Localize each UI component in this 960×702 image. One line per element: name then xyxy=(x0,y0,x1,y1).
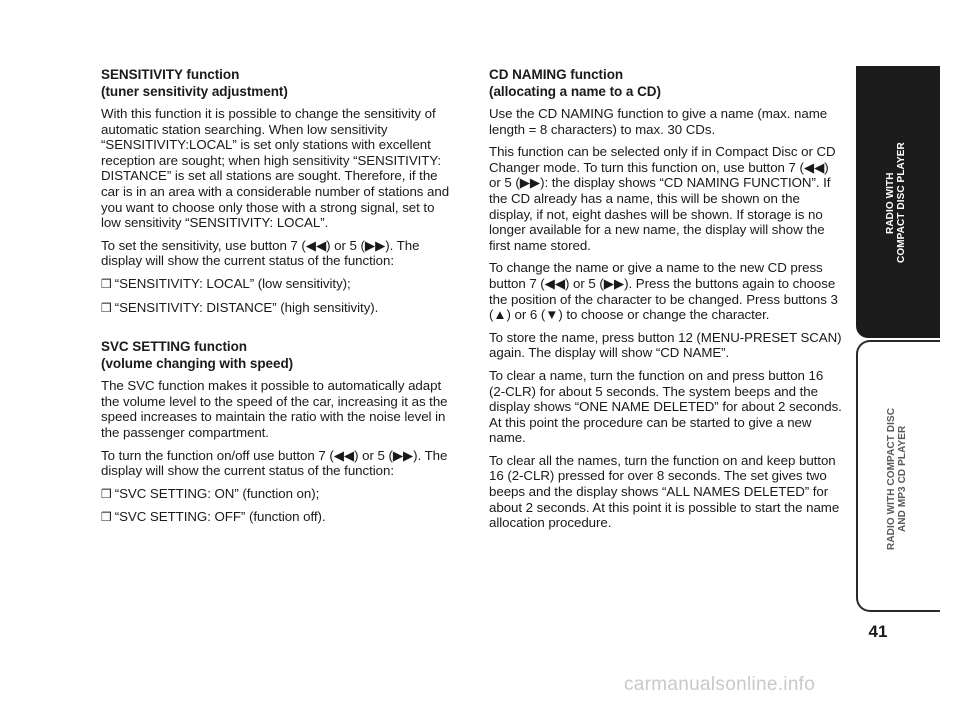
cdnaming-paragraph-2: This function can be selected only if in Compact Disc or CD Changer mode. To turn this function on, use button 7 (◀◀) or 5 (▶▶): the display shows “CD NAMING FUNCTION”. If the CD already has a name, this will be shown on the display, if not, eight dashes will be shown. If storage is no longer available for a new name, the display will show the first name stored. xyxy=(489,144,836,253)
svc-bullet-2: ❒ “SVC SETTING: OFF” (function off). xyxy=(101,509,326,525)
watermark-text: carmanualsonline.info xyxy=(624,674,816,695)
tab-radio-cd-player-label: RADIO WITH COMPACT DISC PLAYER xyxy=(885,142,907,264)
svc-subtitle: (volume changing with speed) xyxy=(101,356,294,372)
cdnaming-subtitle: (allocating a name to a CD) xyxy=(489,84,661,99)
left-column xyxy=(101,66,454,533)
sensitivity-bullet-1: ❒ “SENSITIVITY: LOCAL” (low sensitivity); xyxy=(101,275,351,291)
page-number: 41 xyxy=(868,622,888,641)
svc-heading xyxy=(101,338,454,372)
tab-radio-cd-mp3-player[interactable] xyxy=(856,340,940,612)
svc-bullet-1: ❒ “SVC SETTING: ON” (function on); xyxy=(101,485,320,501)
sensitivity-title: SENSITIVITY xyxy=(101,67,183,82)
section-tabs xyxy=(856,66,940,610)
tab-radio-cd-player[interactable] xyxy=(856,66,940,338)
sensitivity-heading xyxy=(101,66,454,100)
sensitivity-subtitle: (tuner sensitivity adjustment) xyxy=(101,84,288,99)
svc-title: SVC SETTING xyxy=(101,339,191,355)
cdnaming-paragraph-3: To change the name or give a name to the new CD press button 7 (◀◀) or 5 (▶▶). Press the buttons again to choose the position of the character to be changed. Press buttons 3 (▲) or 6 (▼) to choose or change the character. xyxy=(489,260,838,323)
checkbox-bullet-icon: ❒ xyxy=(101,510,112,525)
cdnaming-paragraph-6: To clear all the names, turn the function on and keep button 16 (2-CLR) pressed for over 8 seconds. The set gives two beeps and the display shows “ALL NAMES DELETED” for about 2 seconds. At this point it is possible to start the name allocation procedure. xyxy=(489,452,840,531)
cdnaming-title: CD NAMING xyxy=(489,67,567,82)
right-column xyxy=(489,66,842,538)
checkbox-bullet-icon: ❒ xyxy=(101,486,112,501)
cdnaming-paragraph-1: Use the CD NAMING function to give a name (max. name length = 8 characters) to max. 30 CDs. xyxy=(489,106,828,137)
tab-radio-cd-mp3-player-label: RADIO WITH COMPACT DISC AND MP3 CD PLAYER xyxy=(886,407,908,551)
cdnaming-heading xyxy=(489,66,842,100)
cdnaming-title-suffix: function xyxy=(566,67,624,82)
cdnaming-paragraph-5: To clear a name, turn the function on and press button 16 (2-CLR) for about 5 seconds. The system beeps and the display shows “ONE NAME DELETED” for about 2 seconds. At this point the procedure can be started to give a new name. xyxy=(489,367,842,446)
sensitivity-paragraph-1: With this function it is possible to change the sensitivity of automatic station searching. When low sensitivity “SENSITIVITY:LOCAL” is set only stations with excellent reception are sought; when high sensitivity “SENSITIVITY: DISTANCE” is set all stations are sought. Therefore, if the car is in an area with a considerable number of stations and you want to choose only those with a strong signal, set to low sensitivity “SENSITIVITY: LOCAL”. xyxy=(101,106,450,231)
checkbox-bullet-icon: ❒ xyxy=(101,276,112,291)
sensitivity-paragraph-2: To set the sensitivity, use button 7 (◀◀) or 5 (▶▶). The display will show the current status of the function: xyxy=(101,237,420,269)
svc-paragraph-1: The SVC function makes it possible to automatically adapt the volume level to the speed of the car, increasing it as the speed increases to maintain the ratio with the noise level in the passenger compartment. xyxy=(101,378,448,440)
sensitivity-bullet-2: ❒ “SENSITIVITY: DISTANCE” (high sensitivity). xyxy=(101,299,379,315)
checkbox-bullet-icon: ❒ xyxy=(101,300,112,315)
sensitivity-title-suffix: function xyxy=(182,67,240,82)
svc-paragraph-2: To turn the function on/off use button 7 (◀◀) or 5 (▶▶). The display will show the current status of the function: xyxy=(101,447,448,479)
svc-title-suffix: function xyxy=(190,339,248,355)
cdnaming-paragraph-4: To store the name, press button 12 (MENU-PRESET SCAN) again. The display will show “CD NAME”. xyxy=(489,329,842,361)
